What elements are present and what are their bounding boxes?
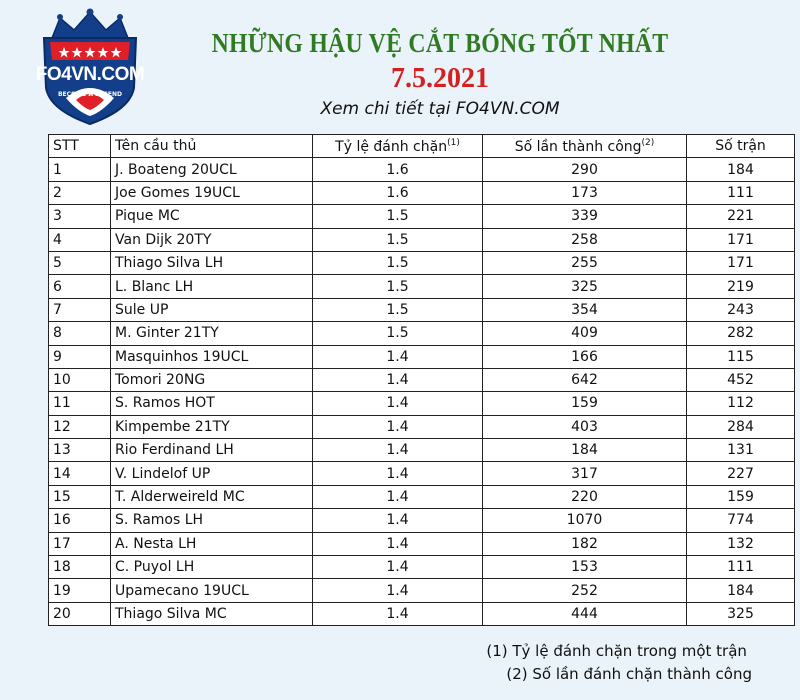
cell-stt: 14 <box>49 462 111 485</box>
cell-stt: 3 <box>49 205 111 228</box>
table-row <box>49 322 795 345</box>
cell-matches: 243 <box>687 298 795 321</box>
cell-intercept-rate: 1.5 <box>313 298 483 321</box>
table-header-row <box>49 135 795 158</box>
cell-success-count: 317 <box>483 462 687 485</box>
page-title: NHỮNG HẬU VỆ CẮT BÓNG TỐT NHẤT <box>211 28 669 58</box>
cell-intercept-rate: 1.5 <box>313 322 483 345</box>
table-row <box>49 228 795 251</box>
cell-success-count: 182 <box>483 532 687 555</box>
cell-stt: 13 <box>49 439 111 462</box>
cell-intercept-rate: 1.5 <box>313 275 483 298</box>
cell-success-count: 403 <box>483 415 687 438</box>
table-row <box>49 602 795 625</box>
table-row <box>49 345 795 368</box>
defenders-table <box>48 134 795 626</box>
cell-player-name: Pique MC <box>111 205 313 228</box>
cell-stt: 5 <box>49 251 111 274</box>
cell-matches: 325 <box>687 602 795 625</box>
table-row <box>49 556 795 579</box>
cell-player-name: J. Boateng 20UCL <box>111 158 313 181</box>
cell-player-name: Thiago Silva LH <box>111 251 313 274</box>
cell-stt: 20 <box>49 602 111 625</box>
cell-stt: 4 <box>49 228 111 251</box>
cell-intercept-rate: 1.4 <box>313 368 483 391</box>
col-header-rate-label: Tỷ lệ đánh chặn <box>335 138 448 155</box>
cell-stt: 11 <box>49 392 111 415</box>
cell-success-count: 290 <box>483 158 687 181</box>
cell-stt: 1 <box>49 158 111 181</box>
table-row <box>49 298 795 321</box>
cell-intercept-rate: 1.6 <box>313 181 483 204</box>
cell-success-count: 166 <box>483 345 687 368</box>
cell-matches: 171 <box>687 251 795 274</box>
cell-player-name: A. Nesta LH <box>111 532 313 555</box>
cell-player-name: Sule UP <box>111 298 313 321</box>
table-row <box>49 368 795 391</box>
cell-intercept-rate: 1.4 <box>313 556 483 579</box>
cell-player-name: Thiago Silva MC <box>111 602 313 625</box>
cell-matches: 184 <box>687 579 795 602</box>
col-header-stt: STT <box>49 135 111 158</box>
cell-matches: 159 <box>687 485 795 508</box>
cell-intercept-rate: 1.4 <box>313 509 483 532</box>
table-row <box>49 462 795 485</box>
table-row <box>49 251 795 274</box>
cell-player-name: Rio Ferdinand LH <box>111 439 313 462</box>
cell-player-name: C. Puyol LH <box>111 556 313 579</box>
success-note-marker: (2) <box>641 137 655 148</box>
cell-matches: 227 <box>687 462 795 485</box>
cell-matches: 219 <box>687 275 795 298</box>
cell-stt: 6 <box>49 275 111 298</box>
cell-player-name: Joe Gomes 19UCL <box>111 181 313 204</box>
cell-stt: 8 <box>49 322 111 345</box>
footnotes <box>486 640 752 686</box>
cell-intercept-rate: 1.6 <box>313 158 483 181</box>
footnote-1: (1) Tỷ lệ đánh chặn trong một trận <box>486 642 747 660</box>
cell-success-count: 173 <box>483 181 687 204</box>
cell-matches: 774 <box>687 509 795 532</box>
cell-matches: 115 <box>687 345 795 368</box>
table-row <box>49 181 795 204</box>
cell-matches: 282 <box>687 322 795 345</box>
cell-stt: 19 <box>49 579 111 602</box>
col-header-success-label: Số lần thành công <box>514 138 642 155</box>
cell-intercept-rate: 1.4 <box>313 602 483 625</box>
page-date: 7.5.2021 <box>391 63 489 94</box>
cell-player-name: V. Lindelof UP <box>111 462 313 485</box>
cell-player-name: M. Ginter 21TY <box>111 322 313 345</box>
cell-success-count: 409 <box>483 322 687 345</box>
source-line: Xem chi tiết tại FO4VN.COM <box>320 99 560 119</box>
cell-player-name: S. Ramos LH <box>111 509 313 532</box>
table-row <box>49 509 795 532</box>
cell-player-name: T. Alderweireld MC <box>111 485 313 508</box>
col-header-name: Tên cầu thủ <box>111 135 313 158</box>
cell-success-count: 153 <box>483 556 687 579</box>
cell-stt: 2 <box>49 181 111 204</box>
cell-matches: 452 <box>687 368 795 391</box>
cell-player-name: L. Blanc LH <box>111 275 313 298</box>
table-row <box>49 439 795 462</box>
col-header-matches: Số trận <box>687 135 795 158</box>
cell-stt: 18 <box>49 556 111 579</box>
cell-intercept-rate: 1.4 <box>313 415 483 438</box>
table-row <box>49 579 795 602</box>
cell-player-name: Masquinhos 19UCL <box>111 345 313 368</box>
cell-player-name: Van Dijk 20TY <box>111 228 313 251</box>
cell-matches: 171 <box>687 228 795 251</box>
cell-intercept-rate: 1.4 <box>313 532 483 555</box>
cell-player-name: Tomori 20NG <box>111 368 313 391</box>
table-row <box>49 275 795 298</box>
cell-intercept-rate: 1.5 <box>313 228 483 251</box>
cell-intercept-rate: 1.4 <box>313 485 483 508</box>
cell-stt: 12 <box>49 415 111 438</box>
cell-success-count: 184 <box>483 439 687 462</box>
cell-matches: 112 <box>687 392 795 415</box>
cell-intercept-rate: 1.4 <box>313 462 483 485</box>
cell-intercept-rate: 1.5 <box>313 251 483 274</box>
cell-matches: 221 <box>687 205 795 228</box>
cell-success-count: 642 <box>483 368 687 391</box>
cell-matches: 132 <box>687 532 795 555</box>
cell-matches: 111 <box>687 556 795 579</box>
cell-success-count: 252 <box>483 579 687 602</box>
logo-text: FO4VN.COM <box>35 64 145 85</box>
cell-stt: 15 <box>49 485 111 508</box>
cell-stt: 7 <box>49 298 111 321</box>
cell-success-count: 220 <box>483 485 687 508</box>
footnote-2: (2) Số lần đánh chặn thành công <box>506 665 752 683</box>
cell-success-count: 255 <box>483 251 687 274</box>
table-row <box>49 415 795 438</box>
cell-matches: 184 <box>687 158 795 181</box>
fo4vn-logo <box>30 8 150 128</box>
cell-intercept-rate: 1.4 <box>313 439 483 462</box>
col-header-rate <box>313 135 483 158</box>
cell-matches: 284 <box>687 415 795 438</box>
cell-intercept-rate: 1.4 <box>313 392 483 415</box>
cell-intercept-rate: 1.4 <box>313 579 483 602</box>
cell-stt: 17 <box>49 532 111 555</box>
col-header-success <box>483 135 687 158</box>
cell-success-count: 339 <box>483 205 687 228</box>
cell-player-name: S. Ramos HOT <box>111 392 313 415</box>
table-row <box>49 205 795 228</box>
table-row <box>49 485 795 508</box>
cell-matches: 111 <box>687 181 795 204</box>
cell-stt: 9 <box>49 345 111 368</box>
table-row <box>49 158 795 181</box>
table-row <box>49 392 795 415</box>
table-row <box>49 532 795 555</box>
cell-success-count: 354 <box>483 298 687 321</box>
cell-success-count: 444 <box>483 602 687 625</box>
cell-success-count: 1070 <box>483 509 687 532</box>
cell-player-name: Kimpembe 21TY <box>111 415 313 438</box>
cell-stt: 10 <box>49 368 111 391</box>
table-body <box>49 158 795 626</box>
cell-player-name: Upamecano 19UCL <box>111 579 313 602</box>
cell-success-count: 325 <box>483 275 687 298</box>
rate-note-marker: (1) <box>447 137 460 148</box>
cell-success-count: 258 <box>483 228 687 251</box>
logo-tagline: BECOME A LEGEND <box>57 91 122 98</box>
cell-intercept-rate: 1.4 <box>313 345 483 368</box>
cell-success-count: 159 <box>483 392 687 415</box>
cell-stt: 16 <box>49 509 111 532</box>
cell-intercept-rate: 1.5 <box>313 205 483 228</box>
cell-matches: 131 <box>687 439 795 462</box>
